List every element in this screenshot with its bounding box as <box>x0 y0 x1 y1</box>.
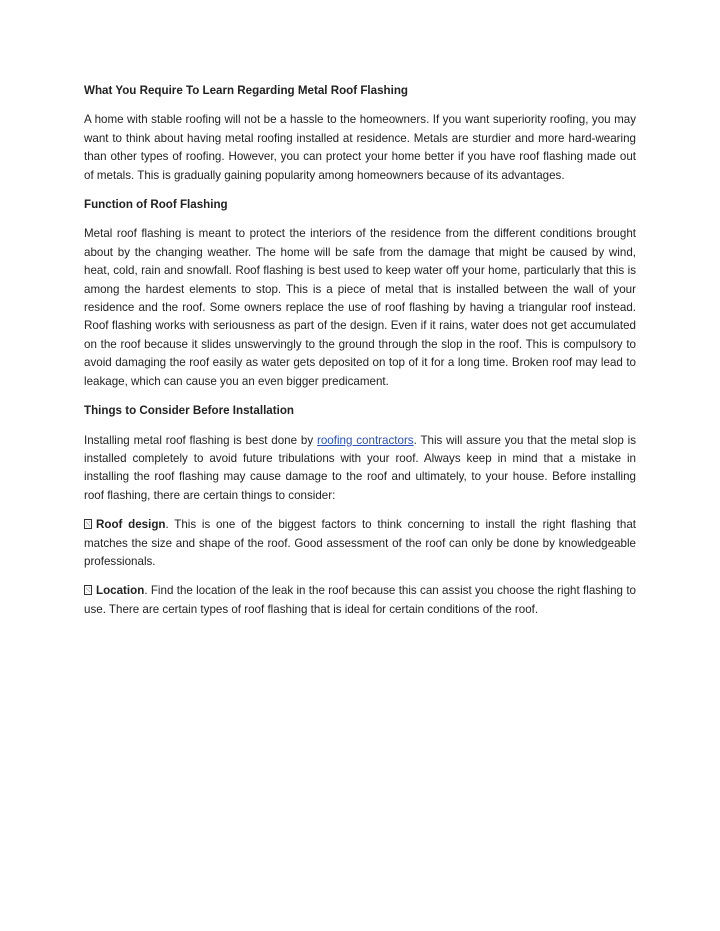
missing-glyph-box-icon <box>84 585 92 595</box>
list-item-label: Location <box>96 584 145 598</box>
list-item-location <box>84 582 636 619</box>
function-paragraph: Metal roof flashing is meant to protect the interiors of the residence from the different conditions brought about by the changing weather. The home will be safe from the damage that might be caused by wind, heat, cold, rain and snowfall. Roof flashing is best used to keep water off your home, particularly that this is among the hardest elements to stop. This is a piece of metal that is installed between the wall of your residence and the roof. Some owners replace the use of roof flashing by having a triangular roof instead. Roof flashing works with seriousness as part of the design. Even if it rains, water does not get accumulated on the roof because it slides unswervingly to the ground through the slop in the roof. This is compulsory to avoid damaging the roof easily as water gets deposited on top of it for a long time. Broken roof may lead to leakage, which can cause you an even bigger predicament. <box>84 227 636 388</box>
installation-text-before-link: Installing metal roof flashing is best done by <box>84 433 317 447</box>
section-heading-things-to-consider: Things to Consider Before Installation <box>84 404 294 418</box>
installation-text-after-link: . This will assure you that the metal slop is installed completely to avoid future tribulations with your roof. Always keep in mind that a mistake in installing the roof flashing may cause damage to the roof and ultimately, to your house. Before installing roof flashing, there are certain things to consider: <box>84 433 636 502</box>
list-item-text: . Find the location of the leak in the roof because this can assist you choose the right flashing to use. There are certain types of roof flashing that is ideal for certain conditions of the roof. <box>84 584 636 616</box>
list-item-roof-design <box>84 516 636 571</box>
article-title: What You Require To Learn Regarding Metal Roof Flashing <box>84 84 408 97</box>
installation-paragraph <box>84 432 636 506</box>
intro-paragraph: A home with stable roofing will not be a hassle to the homeowners. If you want superiority roofing, you may want to think about having metal roofing installed at residence. Metals are sturdier and more hard-wearing than other types of roofing. However, you can protect your home better if you have roof flashing made out of metals. This is gradually gaining popularity among homeowners because of its advantages. <box>84 113 636 182</box>
missing-glyph-box-icon <box>84 519 92 529</box>
roofing-contractors-link[interactable]: roofing contractors <box>316 433 414 447</box>
list-item-text: . This is one of the biggest factors to think concerning to install the right flashing that matches the size and shape of the roof. Good assessment of the roof can only be done by knowledgeable professionals. <box>84 518 636 568</box>
document-page <box>84 82 636 630</box>
section-heading-function: Function of Roof Flashing <box>84 198 228 212</box>
list-item-label: Roof design <box>96 518 166 532</box>
